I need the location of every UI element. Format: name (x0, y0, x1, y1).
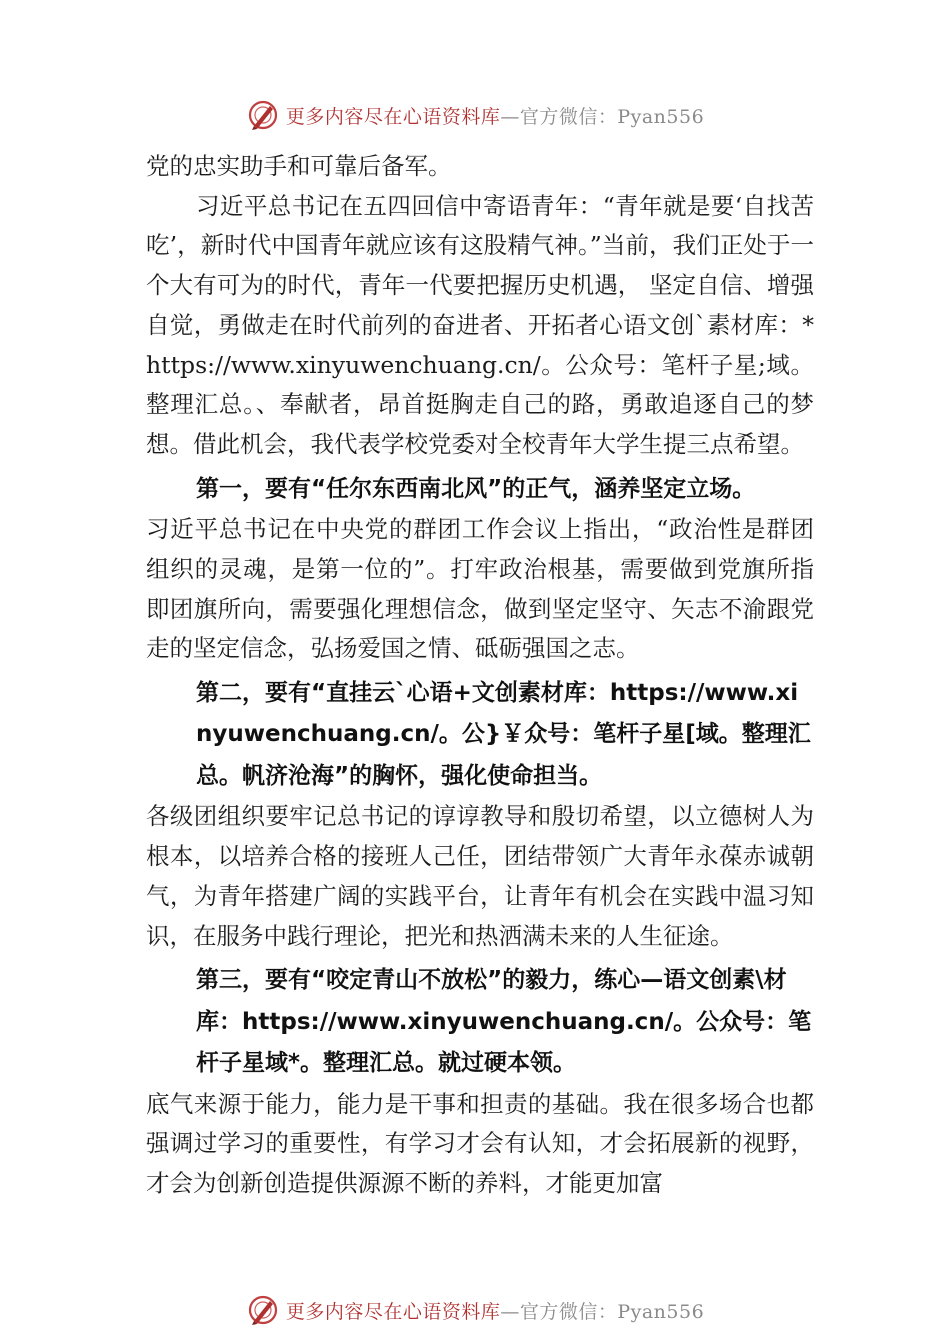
footer-banner-text (286, 1297, 704, 1324)
header-banner-gray: —官方微信：Pyan556 (500, 105, 705, 128)
header-banner (0, 95, 950, 135)
footer-banner-gray: —官方微信：Pyan556 (500, 1300, 705, 1323)
footer-banner-red: 更多内容尽在心语资料库 (285, 1300, 501, 1323)
heading-3: 第三，要有“咬定青山不放松”的毅力，练心—语文创素\材库：https://www.xinyuwenchuang.cn/。公众号：笔杆子星域*。整理汇总。就过硬本领。 (196, 967, 812, 1077)
paragraph-3: 习近平总书记在中央党的群团工作会议上指出，“政治性是群团组织的灵魂，是第一位的”。打牢政治根基，需要做到党旗所指即团旗所向，需要强化理想信念，做到坚定坚守、矢志不渝跟党走的坚定信念，弘扬爱国之情、砥砺强国之志。 (146, 515, 814, 663)
paragraph-2: 习近平总书记在五四回信中寄语青年：“青年就是要‘自找苦吃’，新时代中国青年就应该有这股精气神。”当前，我们正处于一个大有可为的时代，青年一代要把握历史机遇， 坚定自信、增强自觉，勇做走在时代前列的奋进者、开拓者心语文创`素材库：*https://www.xinyuwenchuang.cn/。公众号：笔杆子星;域。整理汇总。、奉献者，昂首挺胸走自己的路，勇敢追逐自己的梦想。借此机会，我代表学校党委对全校青年大学生提三点希望。 (146, 191, 814, 458)
paragraph-5: 底气来源于能力，能力是干事和担责的基础。我在很多场合也都强调过学习的重要性，有学习才会有认知，才会拓展新的视野，才会为创新创造提供源源不断的养料，才能更加富 (146, 1089, 814, 1198)
header-banner-red: 更多内容尽在心语资料库 (285, 105, 501, 128)
paragraph-4: 各级团组织要牢记总书记的谆谆教导和殷切希望，以立德树人为根本，以培养合格的接班人己任，团结带领广大青年永葆赤诚朝气，为青年搭建广阔的实践平台，让青年有机会在实践中温习知识，在服务中践行理论，把光和热洒满未来的人生征途。 (146, 802, 814, 950)
pen-logo-icon (246, 1293, 280, 1327)
heading-2: 第二，要有“直挂云`心语+文创素材库：https://www.xinyuwenchuang.cn/。公}￥众号：笔杆子星[域。整理汇总。帆济沧海”的胸怀，强化使命担当。 (196, 679, 811, 789)
footer-banner (0, 1290, 950, 1330)
pen-logo-icon (246, 98, 280, 132)
paragraph-1: 党的忠实助手和可靠后备军。 (146, 152, 452, 180)
header-banner-text (286, 102, 704, 129)
document-body (146, 147, 814, 1204)
heading-1: 第一，要有“任尔东西南北风”的正气，涵养坚定立场。 (196, 475, 756, 502)
